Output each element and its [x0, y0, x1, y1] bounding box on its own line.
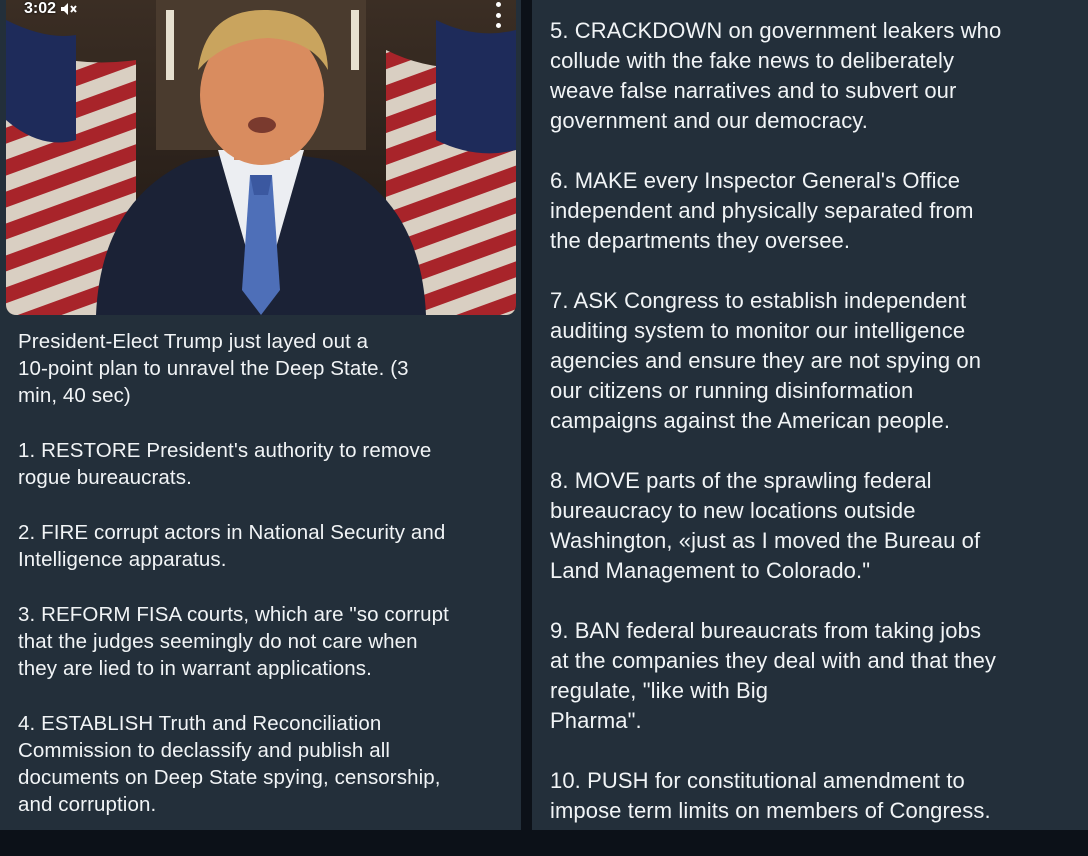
list-item: 7. ASK Congress to establish independent auditing system to monitor our intelligence agencies and ensure they are not spying on our citizens or running disinformation campaigns against the American people. [550, 288, 982, 433]
list-item: 9. BAN federal bureaucrats from taking jobs at the companies they deal with and that they regulate, "like with Big Pharma". [550, 618, 997, 733]
video-status-bar [24, 0, 78, 18]
video-frame-image [6, 0, 516, 315]
list-item: 1. RESTORE President's authority to remove rogue bureaucrats. [18, 439, 432, 489]
video-timestamp: 3:02 [24, 0, 57, 17]
video-thumbnail[interactable] [6, 0, 516, 315]
list-item: 3. REFORM FISA courts, which are "so corrupt that the judges seemingly do not care when they are lied to in warrant applications. [18, 603, 449, 680]
list-item: 4. ESTABLISH Truth and Reconciliation Commission to declassify and publish all documents on Deep State spying, censorship, and corruption. [18, 712, 441, 816]
list-item: 2. FIRE corrupt actors in National Security and Intelligence apparatus. [18, 521, 446, 571]
list-item: 8. MOVE parts of the sprawling federal bureaucracy to new locations outside Washington, «just as I moved the Bureau of Land Management to Colorado." [550, 468, 981, 583]
left-panel [0, 0, 521, 830]
list-item: 5. CRACKDOWN on government leakers who collude with the fake news to deliberately weave false narratives and to subvert our government and our democracy. [550, 18, 1002, 133]
post-text-left [18, 328, 508, 830]
list-item: 6. MAKE every Inspector General's Office independent and physically separated from the departments they oversee. [550, 168, 974, 253]
more-vertical-icon[interactable] [496, 2, 502, 28]
post-intro: President-Elect Trump just layed out a 10-point plan to unravel the Deep State. (3 min, 40 sec) [18, 330, 409, 407]
volume-muted-icon[interactable] [60, 2, 78, 16]
post-text-right [550, 16, 1078, 856]
list-item: 10. PUSH for constitutional amendment to impose term limits on members of Congress. [550, 768, 991, 823]
